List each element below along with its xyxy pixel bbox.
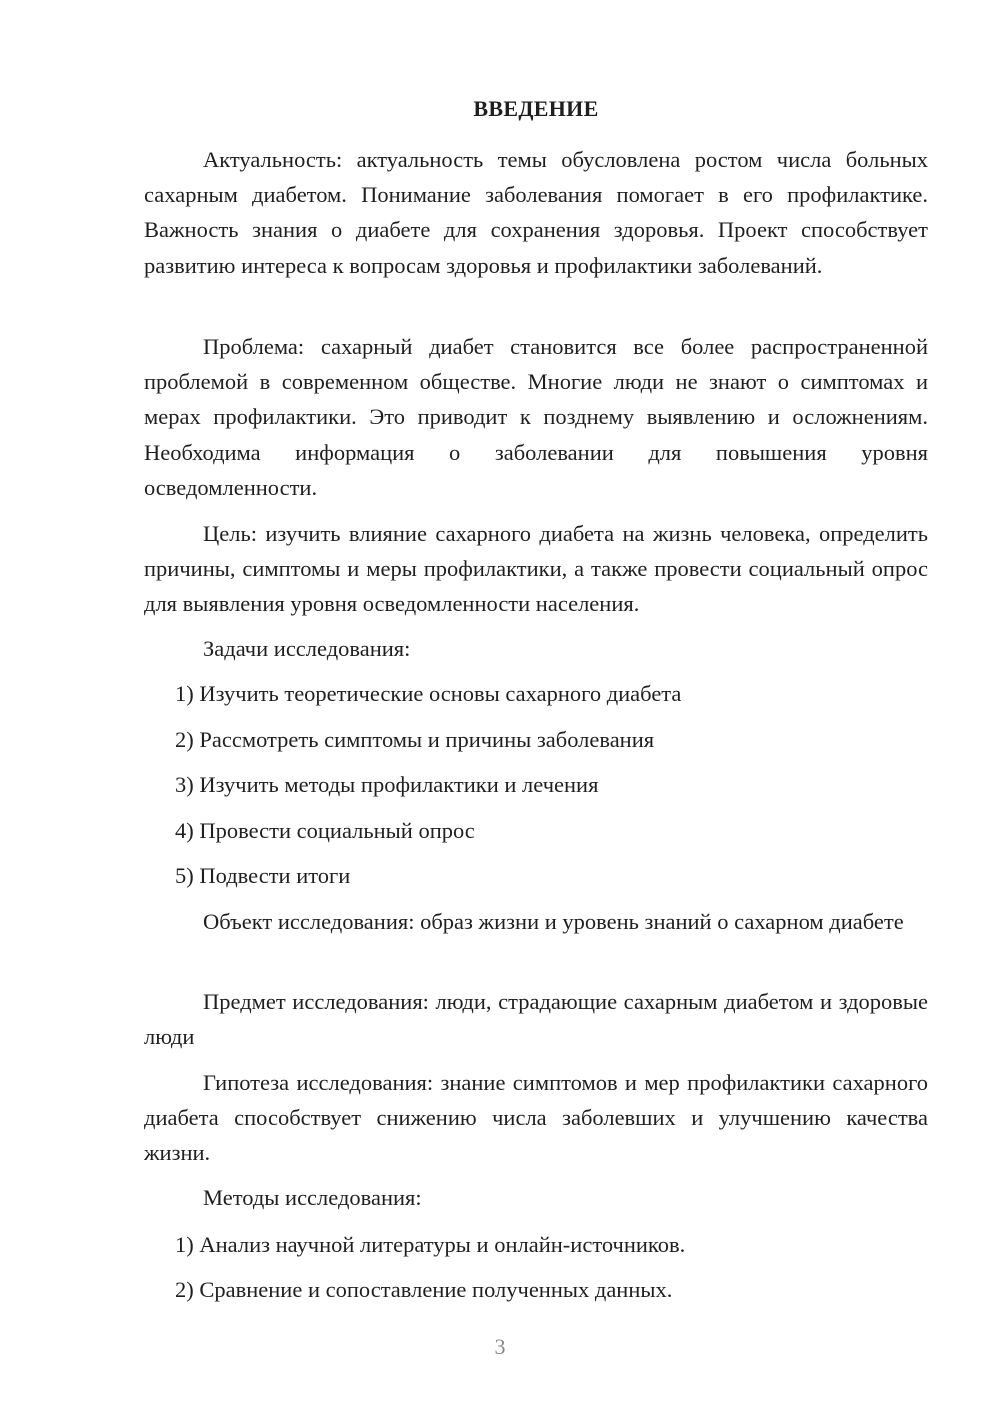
method-item: 1) Анализ научной литературы и онлайн-источников. <box>175 1232 686 1257</box>
page-number: 3 <box>494 1334 506 1359</box>
task-item: 5) Подвести итоги <box>175 863 351 888</box>
task-item: 2) Рассмотреть симптомы и причины заболевания <box>175 727 655 752</box>
methods-title: Методы исследования: <box>203 1185 422 1210</box>
problem-paragraph: Проблема: сахарный диабет становится все более распространенной проблемой в современном обществе. Многие люди не знают о симптомах и мерах профилактики. Это приводит к позднему выявлению и осложнениям. Необходима информация о заболевании для повышения уровня осведомленности. <box>144 334 928 500</box>
task-item: 4) Провести социальный опрос <box>175 818 475 843</box>
method-item: 2) Сравнение и сопоставление полученных данных. <box>175 1277 673 1302</box>
goal-paragraph: Цель: изучить влияние сахарного диабета на жизнь человека, определить причины, симптомы и меры профилактики, а также провести социальный опрос для выявления уровня осведомленности населения. <box>144 521 928 617</box>
task-item: 1) Изучить теоретические основы сахарного диабета <box>175 681 682 706</box>
section-heading: ВВЕДЕНИЕ <box>473 96 599 121</box>
relevance-paragraph: Актуальность: актуальность темы обусловлена ростом числа больных сахарным диабетом. Понимание заболевания помогает в его профилактике. Важность знания о диабете для сохранения здоровья. Проект способствует развитию интереса к вопросам здоровья и профилактики заболеваний. <box>144 147 928 278</box>
hypothesis-paragraph: Гипотеза исследования: знание симптомов и мер профилактики сахарного диабета способствует снижению числа заболевших и улучшению качества жизни. <box>144 1070 928 1166</box>
object-paragraph: Объект исследования: образ жизни и уровень знаний о сахарном диабете <box>203 909 904 934</box>
subject-paragraph: Предмет исследования: люди, страдающие сахарным диабетом и здоровые люди <box>144 989 928 1050</box>
tasks-title: Задачи исследования: <box>203 636 411 661</box>
task-item: 3) Изучить методы профилактики и лечения <box>175 772 599 797</box>
